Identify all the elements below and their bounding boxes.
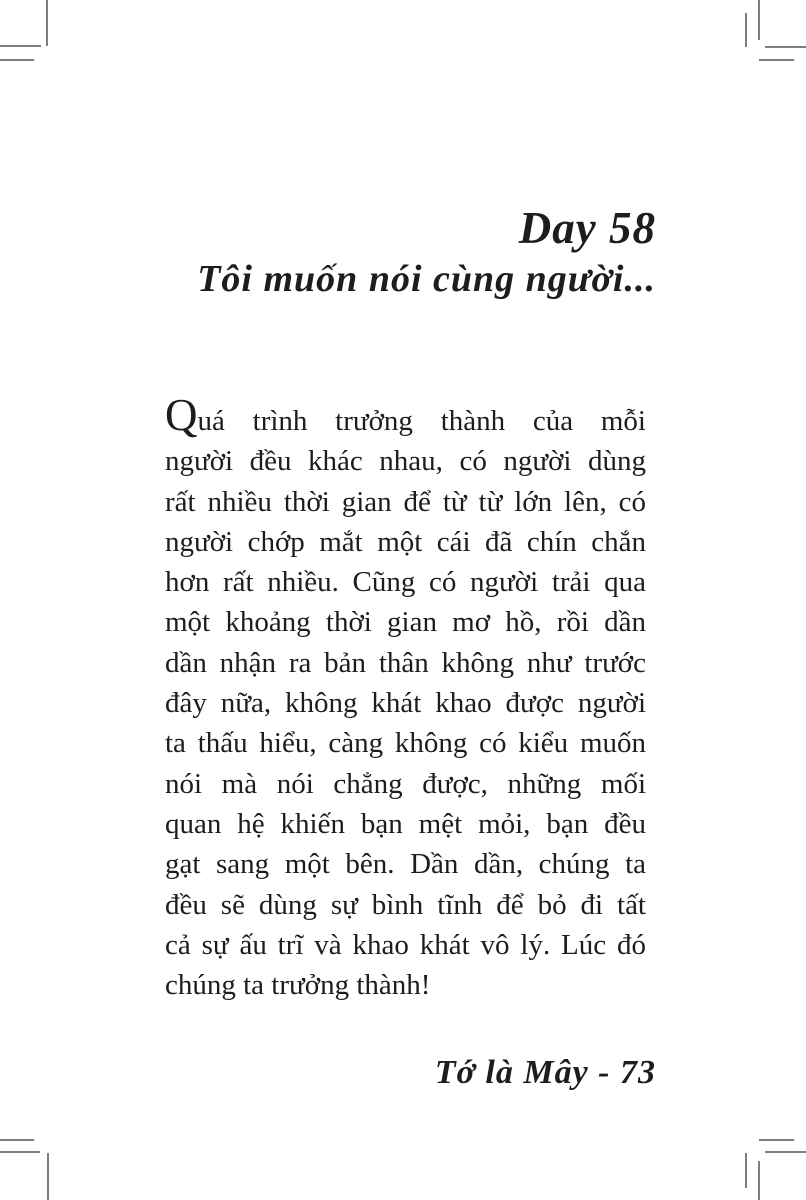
body-line: ta thấu hiểu, càng không có kiểu muốn	[165, 727, 646, 760]
body-line: quan hệ khiến bạn mệt mỏi, bạn đều	[165, 807, 646, 840]
corner-mark-bottom-right-icon	[765, 1151, 806, 1153]
corner-mark-bottom-left-icon	[0, 1139, 34, 1141]
book-title-page-number: Tớ là Mây - 73	[434, 1054, 656, 1091]
body-line: hơn rất nhiều. Cũng có người trải qua	[165, 566, 646, 599]
chapter-heading	[197, 202, 656, 304]
chapter-title: Tôi muốn nói cùng người...	[197, 258, 656, 300]
body-line: gạt sang một bên. Dần dần, chúng ta	[165, 848, 646, 881]
body-line: một khoảng thời gian mơ hồ, rồi dần	[165, 606, 646, 639]
corner-mark-bottom-right-icon	[759, 1139, 794, 1141]
page-footer	[435, 1050, 656, 1096]
corner-mark-bottom-left-icon	[0, 1151, 40, 1153]
body-line: người đều khác nhau, có người dùng	[165, 445, 646, 478]
corner-mark-top-left-icon	[46, 0, 48, 46]
body-line: đây nữa, không khát khao được người	[165, 687, 646, 720]
corner-mark-bottom-right-icon	[758, 1161, 760, 1200]
corner-mark-bottom-right-icon	[745, 1153, 747, 1188]
corner-mark-top-left-icon	[0, 59, 34, 61]
corner-mark-top-right-icon	[759, 59, 794, 61]
body-line: nói mà nói chẳng được, những mối	[165, 767, 646, 800]
body-line: rất nhiều thời gian để từ từ lớn lên, có	[165, 485, 646, 518]
body-paragraph	[165, 390, 646, 1005]
corner-mark-top-right-icon	[758, 0, 760, 40]
body-line: dần nhận ra bản thân không như trước	[165, 646, 646, 679]
corner-mark-bottom-left-icon	[47, 1153, 49, 1200]
corner-mark-top-left-icon	[0, 45, 41, 47]
body-line: cả sự ấu trĩ và khao khát vô lý. Lúc đó	[165, 928, 646, 961]
corner-mark-top-right-icon	[745, 13, 747, 47]
corner-mark-top-right-icon	[765, 46, 806, 48]
body-line: đều sẽ dùng sự bình tĩnh để bỏ đi tất	[165, 888, 646, 921]
body-line: Quá trình trưởng thành của mỗi	[165, 390, 646, 440]
body-line: chúng ta trưởng thành!	[165, 969, 431, 1002]
body-line: người chớp mắt một cái đã chín chắn	[165, 525, 646, 558]
day-number: Day 58	[518, 203, 656, 253]
